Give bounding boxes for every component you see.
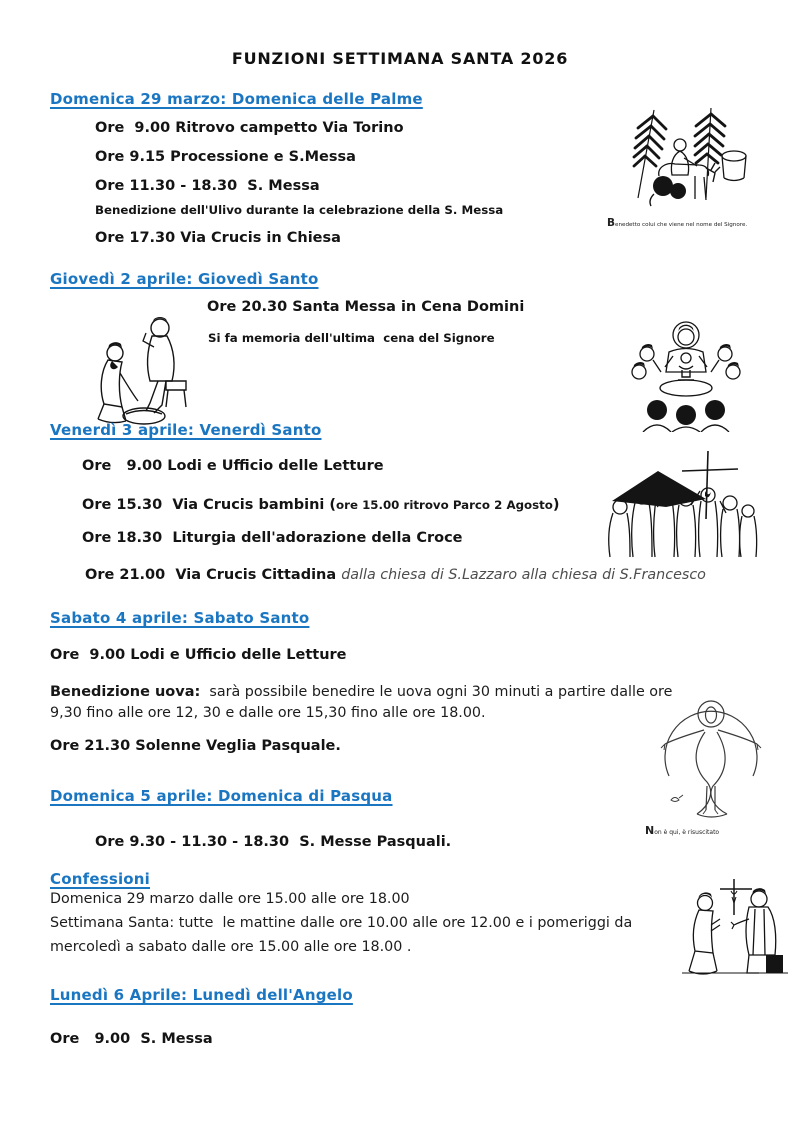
event-line-palm-2: Ore 9.15 Processione e S.Messa bbox=[95, 149, 356, 165]
eggs-blessing-label: Benedizione uova: bbox=[50, 684, 201, 700]
event-line-palm-3: Ore 11.30 - 18.30 S. Messa bbox=[95, 178, 320, 194]
via-crucis-illustration bbox=[596, 447, 764, 559]
confessions-line-1: Domenica 29 marzo dalle ore 15.00 alle ore 18.00 bbox=[50, 891, 410, 907]
caption-text: on è qui, è risuscitato bbox=[654, 829, 720, 836]
event-line-easter-1: Ore 9.30 - 11.30 - 18.30 S. Messe Pasquali. bbox=[95, 834, 452, 850]
last-supper-illustration bbox=[627, 314, 745, 432]
section-heading-easter-sunday: Domenica 5 aprile: Domenica di Pasqua bbox=[50, 787, 393, 805]
caption-text: enedetto colui che viene nel nome del Signore. bbox=[615, 222, 748, 228]
event-line-friday-2-main: Ore 15.30 Via Crucis bambini ( bbox=[82, 497, 337, 513]
event-line-friday-3: Ore 18.30 Liturgia dell'adorazione della Croce bbox=[82, 530, 463, 546]
caption-initial: N bbox=[645, 824, 655, 837]
event-line-palm-4: Ore 17.30 Via Crucis in Chiesa bbox=[95, 230, 341, 246]
palm-sunday-drawing bbox=[607, 98, 759, 216]
section-heading-confessions: Confessioni bbox=[50, 870, 151, 888]
section-heading-palm-sunday: Domenica 29 marzo: Domenica delle Palme bbox=[50, 90, 423, 108]
confessions-line-3: mercoledì a sabato dalle ore 15.00 alle ore 18.00 . bbox=[50, 939, 412, 955]
event-line-friday-2-end: ) bbox=[552, 497, 560, 513]
event-line-friday-4 bbox=[85, 564, 706, 583]
confessions-line-2: Settimana Santa: tutte le mattine dalle ore 10.00 alle ore 12.00 e i pomeriggi da bbox=[50, 915, 633, 931]
section-heading-holy-thursday: Giovedì 2 aprile: Giovedì Santo bbox=[50, 270, 319, 288]
event-line-monday-1: Ore 9.00 S. Messa bbox=[50, 1031, 213, 1047]
event-note-palm: Benedizione dell'Ulivo durante la celebrazione della S. Messa bbox=[95, 203, 504, 217]
foot-washing-illustration bbox=[88, 311, 206, 431]
event-line-thursday-1: Ore 20.30 Santa Messa in Cena Domini bbox=[207, 299, 525, 315]
event-line-friday-2 bbox=[82, 494, 560, 513]
event-line-palm-1: Ore 9.00 Ritrovo campetto Via Torino bbox=[95, 120, 404, 136]
event-line-friday-1: Ore 9.00 Lodi e Ufficio delle Letture bbox=[82, 458, 384, 474]
event-line-friday-2-small: ore 15.00 ritrovo Parco 2 Agosto bbox=[336, 498, 553, 512]
section-heading-holy-saturday: Sabato 4 aprile: Sabato Santo bbox=[50, 609, 310, 627]
eggs-blessing-line-2: 9,30 fino alle ore 12, 30 e dalle ore 15,30 fino alle ore 18.00. bbox=[50, 705, 486, 721]
event-line-friday-4-main: Ore 21.00 Via Crucis Cittadina bbox=[85, 567, 342, 583]
page-title: FUNZIONI SETTIMANA SANTA 2026 bbox=[231, 49, 569, 68]
resurrection-illustration bbox=[645, 686, 777, 838]
section-heading-easter-monday: Lunedì 6 Aprile: Lunedì dell'Angelo bbox=[50, 986, 353, 1004]
caption-initial: B bbox=[607, 217, 616, 229]
palm-sunday-illustration bbox=[607, 98, 759, 230]
event-line-friday-4-detail: dalla chiesa di S.Lazzaro alla chiesa di S.Francesco bbox=[341, 567, 706, 583]
event-note-thursday: Si fa memoria dell'ultima cena del Signore bbox=[208, 331, 495, 345]
event-line-saturday-1: Ore 9.00 Lodi e Ufficio delle Letture bbox=[50, 647, 347, 663]
event-line-saturday-2: Ore 21.30 Solenne Veglia Pasquale. bbox=[50, 738, 341, 754]
eggs-blessing-text: sarà possibile benedire le uova ogni 30 minuti a partire dalle ore bbox=[200, 684, 673, 700]
section-heading-good-friday: Venerdì 3 aprile: Venerdì Santo bbox=[50, 421, 322, 439]
eggs-blessing-line-1 bbox=[50, 681, 672, 700]
resurrection-caption bbox=[645, 824, 777, 837]
confession-illustration bbox=[676, 873, 794, 987]
palm-sunday-caption bbox=[607, 217, 759, 229]
